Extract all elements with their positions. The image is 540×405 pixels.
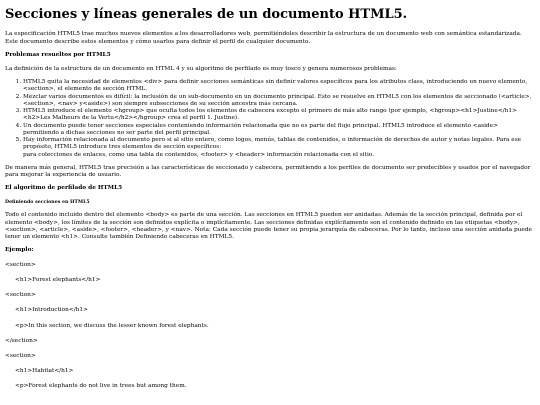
summary-paragraph: De manera más general, HTML5 trae precisión a las características de seccionado y cabecera, permitiendo a los perfiles de documento ser predecibles y usados por el navegador para mejorar la experiencia de usuario. [5, 164, 531, 179]
example-code-line: <h1>Habitat</h1> [15, 368, 74, 375]
problems-list [5, 79, 535, 159]
example-code-line: <h1>Introduction</h1> [15, 307, 88, 314]
example-code-line: </section> [5, 337, 38, 344]
intro-paragraph: La especificación HTML5 trae muchos nuevos elementos a los desarrolladores web, permitiéndoles describir la estructura de un documento web con semántica estandarizada. Este documento describe estos elementos y cómo usarlos para definir el perfil de cualquier documento. [5, 31, 522, 45]
example-code-line: <section> [5, 352, 36, 359]
problem-item: 2. Mezclar varios documentos es difícil: la inclusión de un sub-documento en un documento principal. Esto se resuelve en HTML5 con los elementos de seccionado (<article>, <section>, <nav> y<aside>) son siempre subsecciones de su sección ancestra más cercana. [23, 94, 535, 108]
problem-item: 3. HTML5 introduce el elemento <hgroup> que oculta todos los elementos de cabecera excepto el primero de más alto rango (por ejemplo, <hgroup><h1>Justine</h1><h2>Les Malheurs de la Vertu</h2></hgroup> crea el perfil 1. Justine). [23, 108, 535, 122]
problems-intro: La definición de la estructura de un documento en HTML 4 y su algoritmo de perfilado es muy tosco y genera numerosos problemas: [5, 66, 397, 72]
example-code-line: <p>Forest elephants do not live in trees but among them. [15, 383, 187, 390]
algorithm-heading: El algoritmo de perfilado de HTML5 [5, 185, 123, 192]
example-code-block [5, 262, 535, 391]
example-code-line: <section> [5, 261, 36, 268]
example-code-line: <section> [5, 292, 36, 299]
defining-sections-text: Todo el contenido incluido dentro del elemento <body> es parte de una sección. Las secciones en HTML5 pueden ser anidadas. Además de la sección principal, definida por el elemento <body>, los límites de la sección son definidos explícita o implícitamente. Las secciones definidas explícitamente son el contenido definido en las etiquetas <body>, <section>, <article>, <aside>, <footer>, <header>, y <nav>. Nota: Cada sección puede tener su propia jerarquía de cabeceras. Por lo tanto, incluso una sección anidada puede tener un elemento <h1>. Consulte también Definiendo cabeceras en HTML5. [5, 212, 532, 241]
defining-sections-heading: Definiendo secciones en HTML5 [5, 199, 90, 205]
example-heading: Ejemplo: [5, 247, 34, 254]
problem-item: 1. HTML5 quita la necesidad de elementos <div> para definir secciones semánticas sin definir valores específicos para los atributos class, introduciendo un nuevo elemento, <section>, el elemento de sección HTML. [23, 79, 535, 93]
example-code-line: <h1>Forest elephants</h1> [15, 276, 101, 283]
page-title: Secciones y líneas generales de un documento HTML5. [5, 7, 408, 22]
problems-heading: Problemas resueltos por HTML5 [5, 51, 111, 58]
problem-item: 4. Un documento puede tener secciones especiales conteniendo información relacionada que no es parte del flujo principal. HTML5 introduce el elemento <aside> permitiendo a dichas secciones no ser parte del perfil principal. [23, 123, 535, 137]
example-code-line: <p>In this section, we discuss the lesser known forest elephants. [15, 322, 209, 329]
problem-item: 5. Hay información relacionada al documento pero si al sitio entero, como logos, menús, tablas de contenidos, o información de derechos de autor y notas legales. Para ese propósito, HTML5 introduce tres elementos de sección específicos: para colecciones de enlaces, como una tabla de contenidos, <footer> y <header> información relacionada con el sitio. [23, 137, 535, 159]
